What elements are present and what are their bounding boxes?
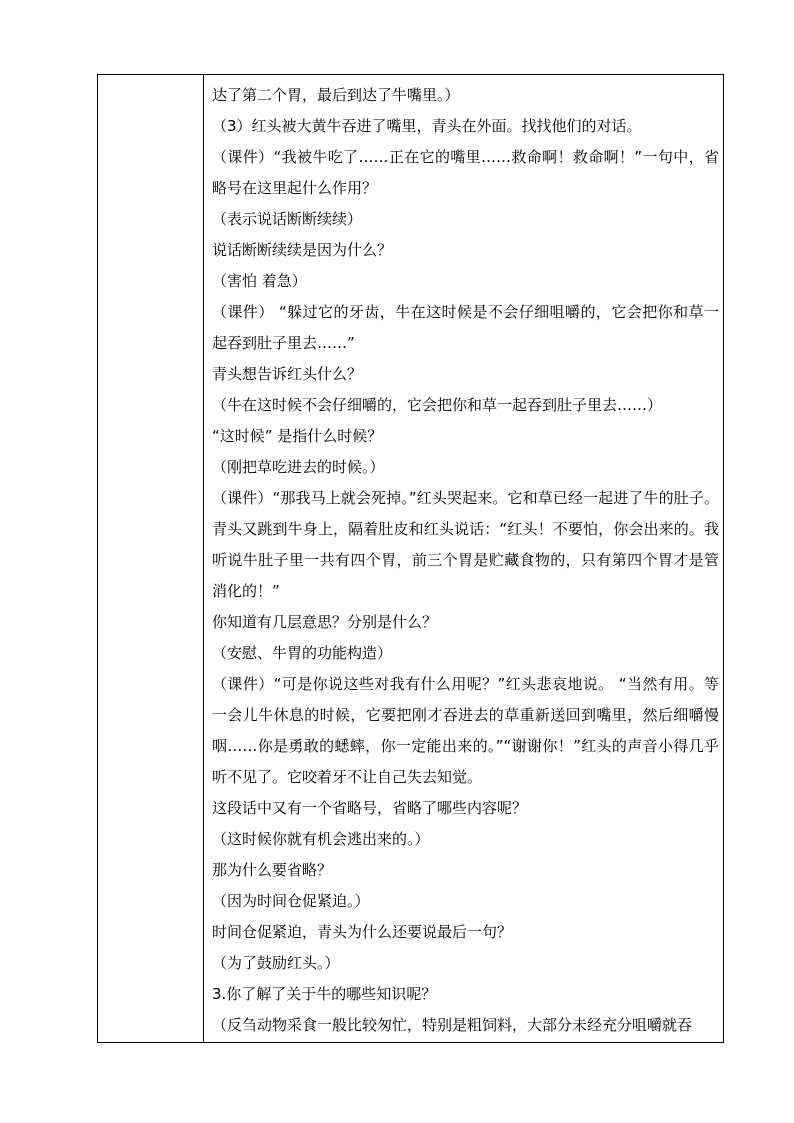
paragraph: （3）红头被大黄牛吞进了嘴里，青头在外面。找找他们的对话。 <box>212 117 642 135</box>
paragraph: 这段话中又有一个省略号，省略了哪些内容呢？ <box>212 799 528 817</box>
paragraph: （表示说话断断续续） <box>212 210 363 228</box>
paragraph: 你知道有几层意思？分别是什么？ <box>212 613 438 631</box>
paragraph: （牛在这时候不会仔细嚼的，它会把你和草一起吞到肚子里去……） <box>212 396 663 414</box>
paragraph: （课件）“我被牛吃了……正在它的嘴里……救命啊！救命啊！”一句中，省略号在这里起什么作用？ <box>212 148 719 197</box>
paragraph: 3.你了解了关于牛的哪些知识呢？ <box>212 985 437 1003</box>
paragraph: 那为什么要省略？ <box>212 861 333 879</box>
paragraph: （这时候你就有机会逃出来的。） <box>212 830 430 848</box>
paragraph: （课件） “躲过它的牙齿，牛在这时候是不会仔细咀嚼的，它会把你和草一起吞到肚子里去……” <box>212 303 719 352</box>
paragraph: （因为时间仓促紧迫。） <box>212 892 370 910</box>
paragraph: （反刍动物采食一般比较匆忙，特别是粗饲料，大部分未经充分咀嚼就吞 <box>212 1016 693 1034</box>
paragraph: （为了鼓励红头。） <box>212 954 340 972</box>
paragraph: （课件）“可是你说这些对我有什么用呢？”红头悲哀地说。 “当然有用。等一会儿牛休息的时候，它要把刚才吞进去的草重新送回到嘴里，然后细嚼慢咽……你是勇敢的蟋蟀，你一定能出来的。”“谢谢你！”红头的声音小得几乎听不见了。它咬着牙不让自己失去知觉。 <box>212 675 719 786</box>
paragraph: 时间仓促紧迫，青头为什么还要说最后一句？ <box>212 923 513 941</box>
paragraph: 达了第二个胃，最后到达了牛嘴里。） <box>212 86 460 104</box>
table-right-column <box>204 75 723 1042</box>
paragraph: （刚把草吃进去的时候。） <box>212 458 385 476</box>
lesson-plan-table <box>97 74 724 1043</box>
lesson-content <box>212 80 719 1041</box>
paragraph: （课件）“那我马上就会死掉。”红头哭起来。它和草已经一起进了牛的肚子。 青头又跳到牛身上，隔着肚皮和红头说话：“红头！不要怕，你会出来的。我听说牛肚子里一共有四个胃，前三个胃是贮藏食物的，只有第四个胃才是管消化的！” <box>212 489 719 600</box>
paragraph: 说话断断续续是因为什么？ <box>212 241 393 259</box>
paragraph: 青头想告诉红头什么？ <box>212 365 363 383</box>
paragraph: （安慰、牛胃的功能构造） <box>212 644 393 662</box>
paragraph: （害怕 着急） <box>212 272 307 290</box>
paragraph: “这时候” 是指什么时候？ <box>212 427 383 445</box>
table-left-column <box>98 75 204 1042</box>
